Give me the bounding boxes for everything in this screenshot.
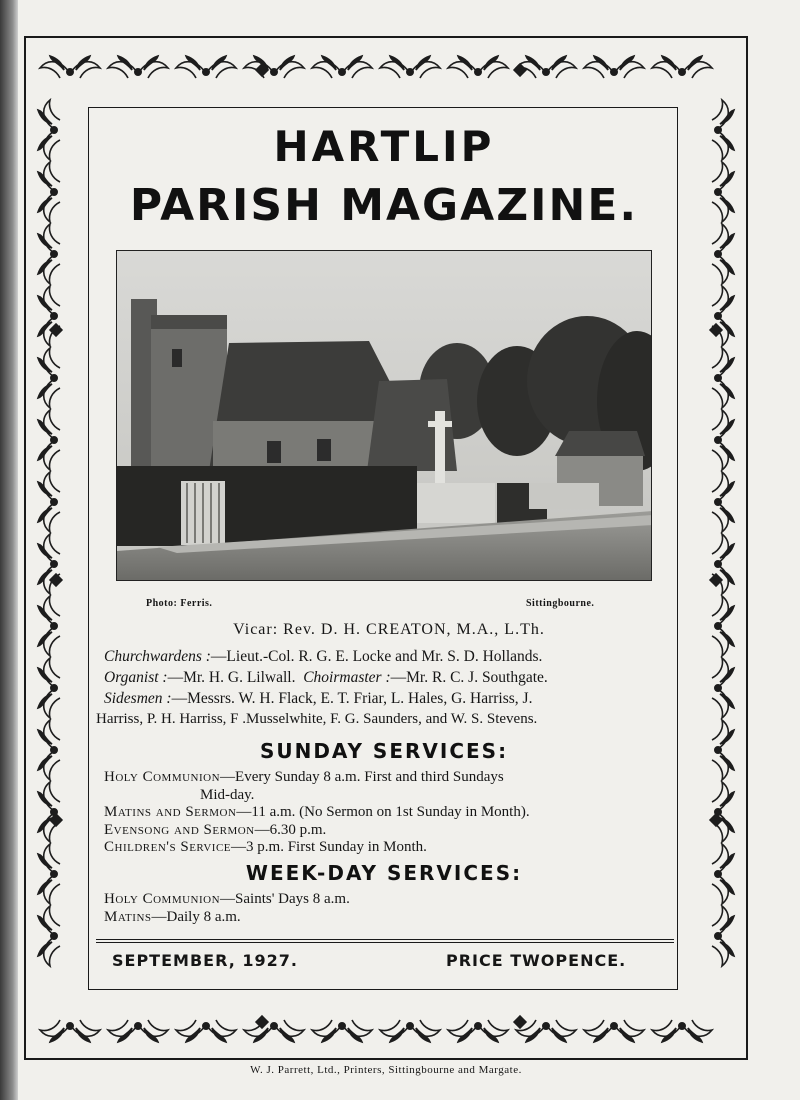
choirmaster-value: —Mr. R. C. J. Southgate. <box>390 669 548 686</box>
churchwardens-value: —Lieut.-Col. R. G. E. Locke and Mr. S. D. Hollands. <box>210 648 543 665</box>
service-label: Evensong and Sermon <box>104 822 255 838</box>
service-label: Matins and Sermon <box>104 804 237 820</box>
sunday-services-heading: SUNDAY SERVICES: <box>259 739 509 763</box>
service-label: Children's Service <box>104 839 232 855</box>
service-text: —Every Sunday 8 a.m. First and third Sundays <box>220 769 504 785</box>
service-label: Holy Communion <box>104 769 221 785</box>
weekday-services-heading: WEEK-DAY SERVICES: <box>245 861 523 885</box>
weekday-service-matins <box>104 908 674 927</box>
sidesmen-line-2: Harriss, P. H. Harriss, F .Musselwhite, F. G. Saunders, and W. S. Stevens. <box>96 711 538 727</box>
organist-line <box>104 668 674 688</box>
sidesmen-line <box>104 689 674 709</box>
vicar-line: Vicar: Rev. D. H. CREATON, M.A., L.Th. <box>233 621 545 638</box>
churchwardens-line <box>104 647 674 667</box>
title-hartlip: HARTLIP <box>273 122 495 171</box>
weekday-service-holy-communion <box>104 890 674 909</box>
service-text: —3 p.m. First Sunday in Month. <box>231 839 427 855</box>
footer-rule-top <box>96 939 674 940</box>
service-text: —11 a.m. (No Sermon on 1st Sunday in Month). <box>236 804 530 820</box>
title-parish-magazine: PARISH MAGAZINE. <box>129 180 639 231</box>
sunday-service-matins <box>104 803 674 822</box>
organist-value: —Mr. H. G. Lilwall. <box>167 669 296 686</box>
sunday-service-holy-communion <box>104 768 674 787</box>
sidesmen-value-1: —Messrs. W. H. Flack, E. T. Friar, L. Hales, G. Harriss, J. <box>171 690 533 707</box>
service-text: —6.30 p.m. <box>254 822 327 838</box>
service-label: Matins <box>104 909 152 925</box>
sunday-service-children <box>104 838 674 857</box>
printer-imprint: W. J. Parrett, Ltd., Printers, Sittingbourne and Margate. <box>250 1064 522 1076</box>
footer-rule-bottom <box>96 942 674 943</box>
photo-credit: Photo: Ferris. <box>146 598 213 609</box>
service-label: Holy Communion <box>104 891 221 907</box>
issue-date: SEPTEMBER, 1927. <box>112 951 298 970</box>
service-text: —Saints' Days 8 a.m. <box>220 891 350 907</box>
choirmaster-label: Choirmaster : <box>303 669 391 686</box>
church-photo-illustration <box>117 251 652 581</box>
issue-price: PRICE TWOPENCE. <box>446 951 627 970</box>
photo-location: Sittingbourne. <box>526 598 595 609</box>
churchwardens-label: Churchwardens : <box>104 648 211 665</box>
church-photograph <box>116 250 652 581</box>
organist-label: Organist : <box>104 669 168 686</box>
service-text: —Daily 8 a.m. <box>151 909 241 925</box>
sidesmen-label: Sidesmen : <box>104 690 172 707</box>
sunday-service-holy-communion-cont: Mid-day. <box>200 787 255 803</box>
